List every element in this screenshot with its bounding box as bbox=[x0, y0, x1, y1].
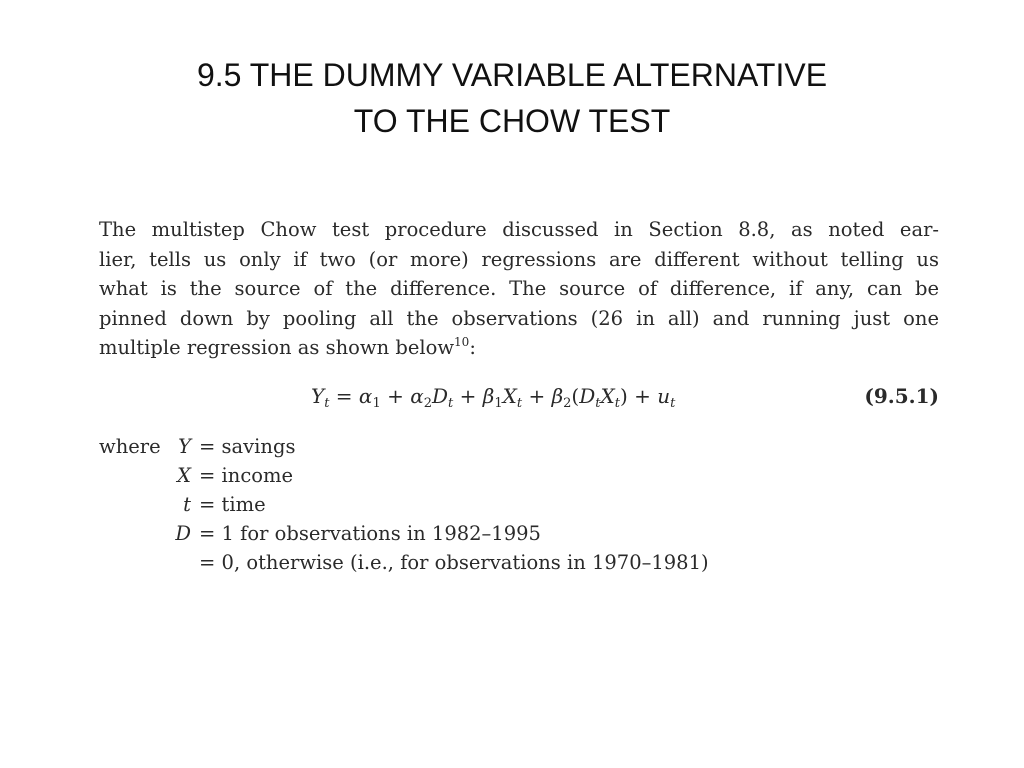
definition-symbol: t bbox=[183, 493, 191, 516]
paragraph-last-line bbox=[99, 333, 939, 363]
definition-symbol: X bbox=[177, 464, 191, 487]
equation-number: (9.5.1) bbox=[864, 384, 939, 408]
definition-continuation: = 0, otherwise (i.e., for observations in 1970–1981) bbox=[199, 551, 709, 574]
title-line-2: TO THE CHOW TEST bbox=[353, 103, 671, 139]
slide-title bbox=[0, 52, 1024, 144]
paragraph-last-punct: : bbox=[469, 336, 476, 359]
paragraph-line: The multistep Chow test procedure discussed in Section 8.8, as noted ear- bbox=[99, 218, 939, 241]
body-paragraph bbox=[99, 215, 939, 363]
regression-equation bbox=[99, 382, 939, 416]
footnote-marker: 10 bbox=[454, 335, 470, 349]
title-line-1: 9.5 THE DUMMY VARIABLE ALTERNATIVE bbox=[196, 57, 828, 93]
equation-expression: $Y_t = \alpha_1 + \alpha_2D_t + \beta_1X_t + \beta_2(D_tX_t) + u_t$ bbox=[311, 384, 676, 411]
definition-text: = time bbox=[199, 493, 266, 516]
definition-text: = 1 for observations in 1982–1995 bbox=[199, 522, 541, 545]
where-label: where bbox=[99, 435, 161, 458]
paragraph-line: what is the source of the difference. The source of difference, if any, can be bbox=[99, 277, 939, 300]
definition-symbol: Y bbox=[178, 435, 191, 458]
paragraph-last-text: multiple regression as shown below bbox=[99, 336, 455, 359]
paragraph-line: lier, tells us only if two (or more) regressions are different without telling us bbox=[99, 247, 939, 271]
definition-text: = income bbox=[199, 464, 294, 487]
definition-text: = savings bbox=[199, 435, 296, 458]
definition-symbol: D bbox=[175, 522, 191, 545]
paragraph-line: pinned down by pooling all the observations (26 in all) and running just one bbox=[99, 306, 939, 330]
